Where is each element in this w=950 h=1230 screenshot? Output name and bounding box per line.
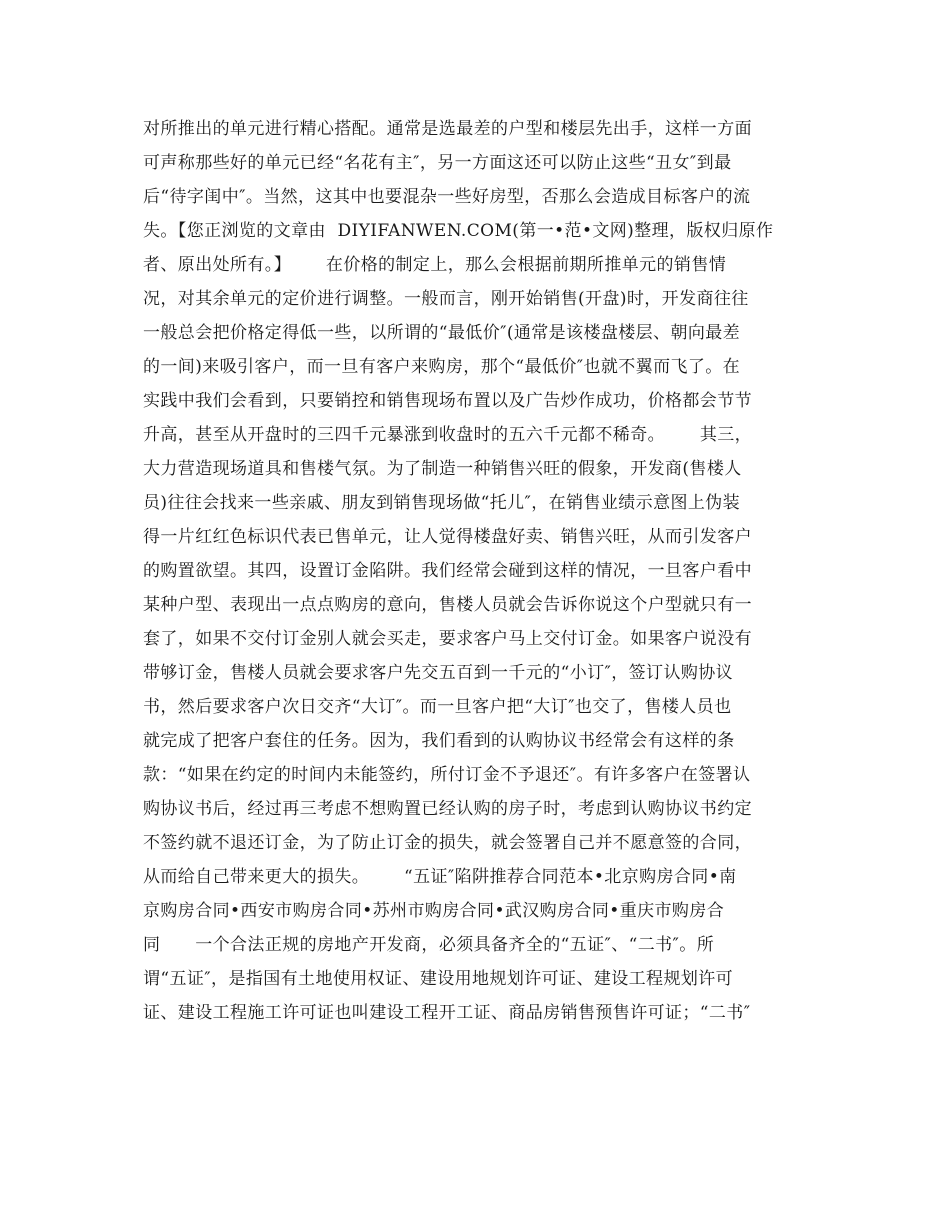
- text-line: 款：“如果在约定的时间内未能签约，所付订金不予退还″。有许多客户在签署认: [143, 765, 751, 785]
- text-line: 实践中我们会看到，只要销控和销售现场布置以及广告炒作成功，价格都会节节: [143, 391, 752, 411]
- text-line: 证、建设工程施工许可证也叫建设工程开工证、商品房销售预售许可证；“二书″: [143, 1003, 751, 1023]
- text-line: 得一片红红色标识代表已售单元，让人觉得楼盘好卖、销售兴旺，从而引发客户: [143, 527, 752, 547]
- text-line: 大力营造现场道具和售楼气氛。为了制造一种销售兴旺的假象，开发商(售楼人: [143, 459, 742, 479]
- text-line: 谓“五证″，是指国有土地使用权证、建设用地规划许可证、建设工程规划许可: [143, 969, 734, 989]
- text-line: 购协议书后，经过再三考虑不想购置已经认购的房子时，考虑到认购协议书约定: [143, 799, 752, 819]
- text-line: 京购房合同•西安市购房合同•苏州市购房合同•武汉购房合同•重庆市购房合: [143, 901, 725, 921]
- text-line: 一般总会把价格定得低一些，以所谓的“最低价″(通常是该楼盘楼层、朝向最差: [143, 323, 741, 343]
- text-line: 升高，甚至从开盘时的三四千元暴涨到收盘时的五六千元都不稀奇。 其三，: [143, 425, 753, 445]
- text-line: 同 一个合法正规的房地产开发商，必须具备齐全的“五证″、“二书″。所: [143, 935, 715, 955]
- body-text: [143, 112, 823, 1030]
- text-line: 者、原出处所有。】 在价格的制定上，那么会根据前期所推单元的销售情: [143, 255, 727, 275]
- text-line: 书，然后要求客户次日交齐“大订″。而一旦客户把“大订″也交了，售楼人员也: [143, 697, 732, 717]
- text-line: 的购置欲望。其四，设置订金陷阱。我们经常会碰到这样的情况，一旦客户看中: [143, 561, 752, 581]
- text-line: 的一间)来吸引客户，而一旦有客户来购房，那个“最低价″也就不翼而飞了。在: [143, 357, 741, 377]
- text-line: 对所推出的单元进行精心搭配。通常是选最差的户型和楼层先出手，这样一方面: [143, 119, 752, 139]
- text-line: 从而给自己带来更大的损失。 “五证″陷阱推荐合同范本•北京购房合同•南: [143, 867, 737, 887]
- text-line: 不签约就不退还订金，为了防止订金的损失，就会签署自己并不愿意签的合同，: [143, 833, 752, 853]
- text-line: 套了，如果不交付订金别人就会买走，要求客户马上交付订金。如果客户说没有: [143, 629, 752, 649]
- text-line: 就完成了把客户套住的任务。因为，我们看到的认购协议书经常会有这样的条: [143, 731, 735, 751]
- text-line: 失。【您正浏览的文章由 DIYIFANWEN.COM(第一•范•文网)整理，版权归原作: [143, 221, 774, 241]
- text-line: 某种户型、表现出一点点购房的意向，售楼人员就会告诉你说这个户型就只有一: [143, 595, 752, 615]
- text-line: 带够订金，售楼人员就会要求客户先交五百到一千元的“小订″，签订认购协议: [143, 663, 734, 683]
- text-line: 员)往往会找来一些亲戚、朋友到销售现场做“托儿″，在销售业绩示意图上伪装: [143, 493, 741, 513]
- text-line: 可声称那些好的单元已经“名花有主″，另一方面这还可以防止这些“丑女″到最: [143, 153, 732, 173]
- text-line: 况，对其余单元的定价进行调整。一般而言，刚开始销售(开盘)时，开发商往往: [143, 289, 749, 309]
- text-line: 后“待字闺中″。当然，这其中也要混杂一些好房型，否那么会造成目标客户的流: [143, 187, 751, 207]
